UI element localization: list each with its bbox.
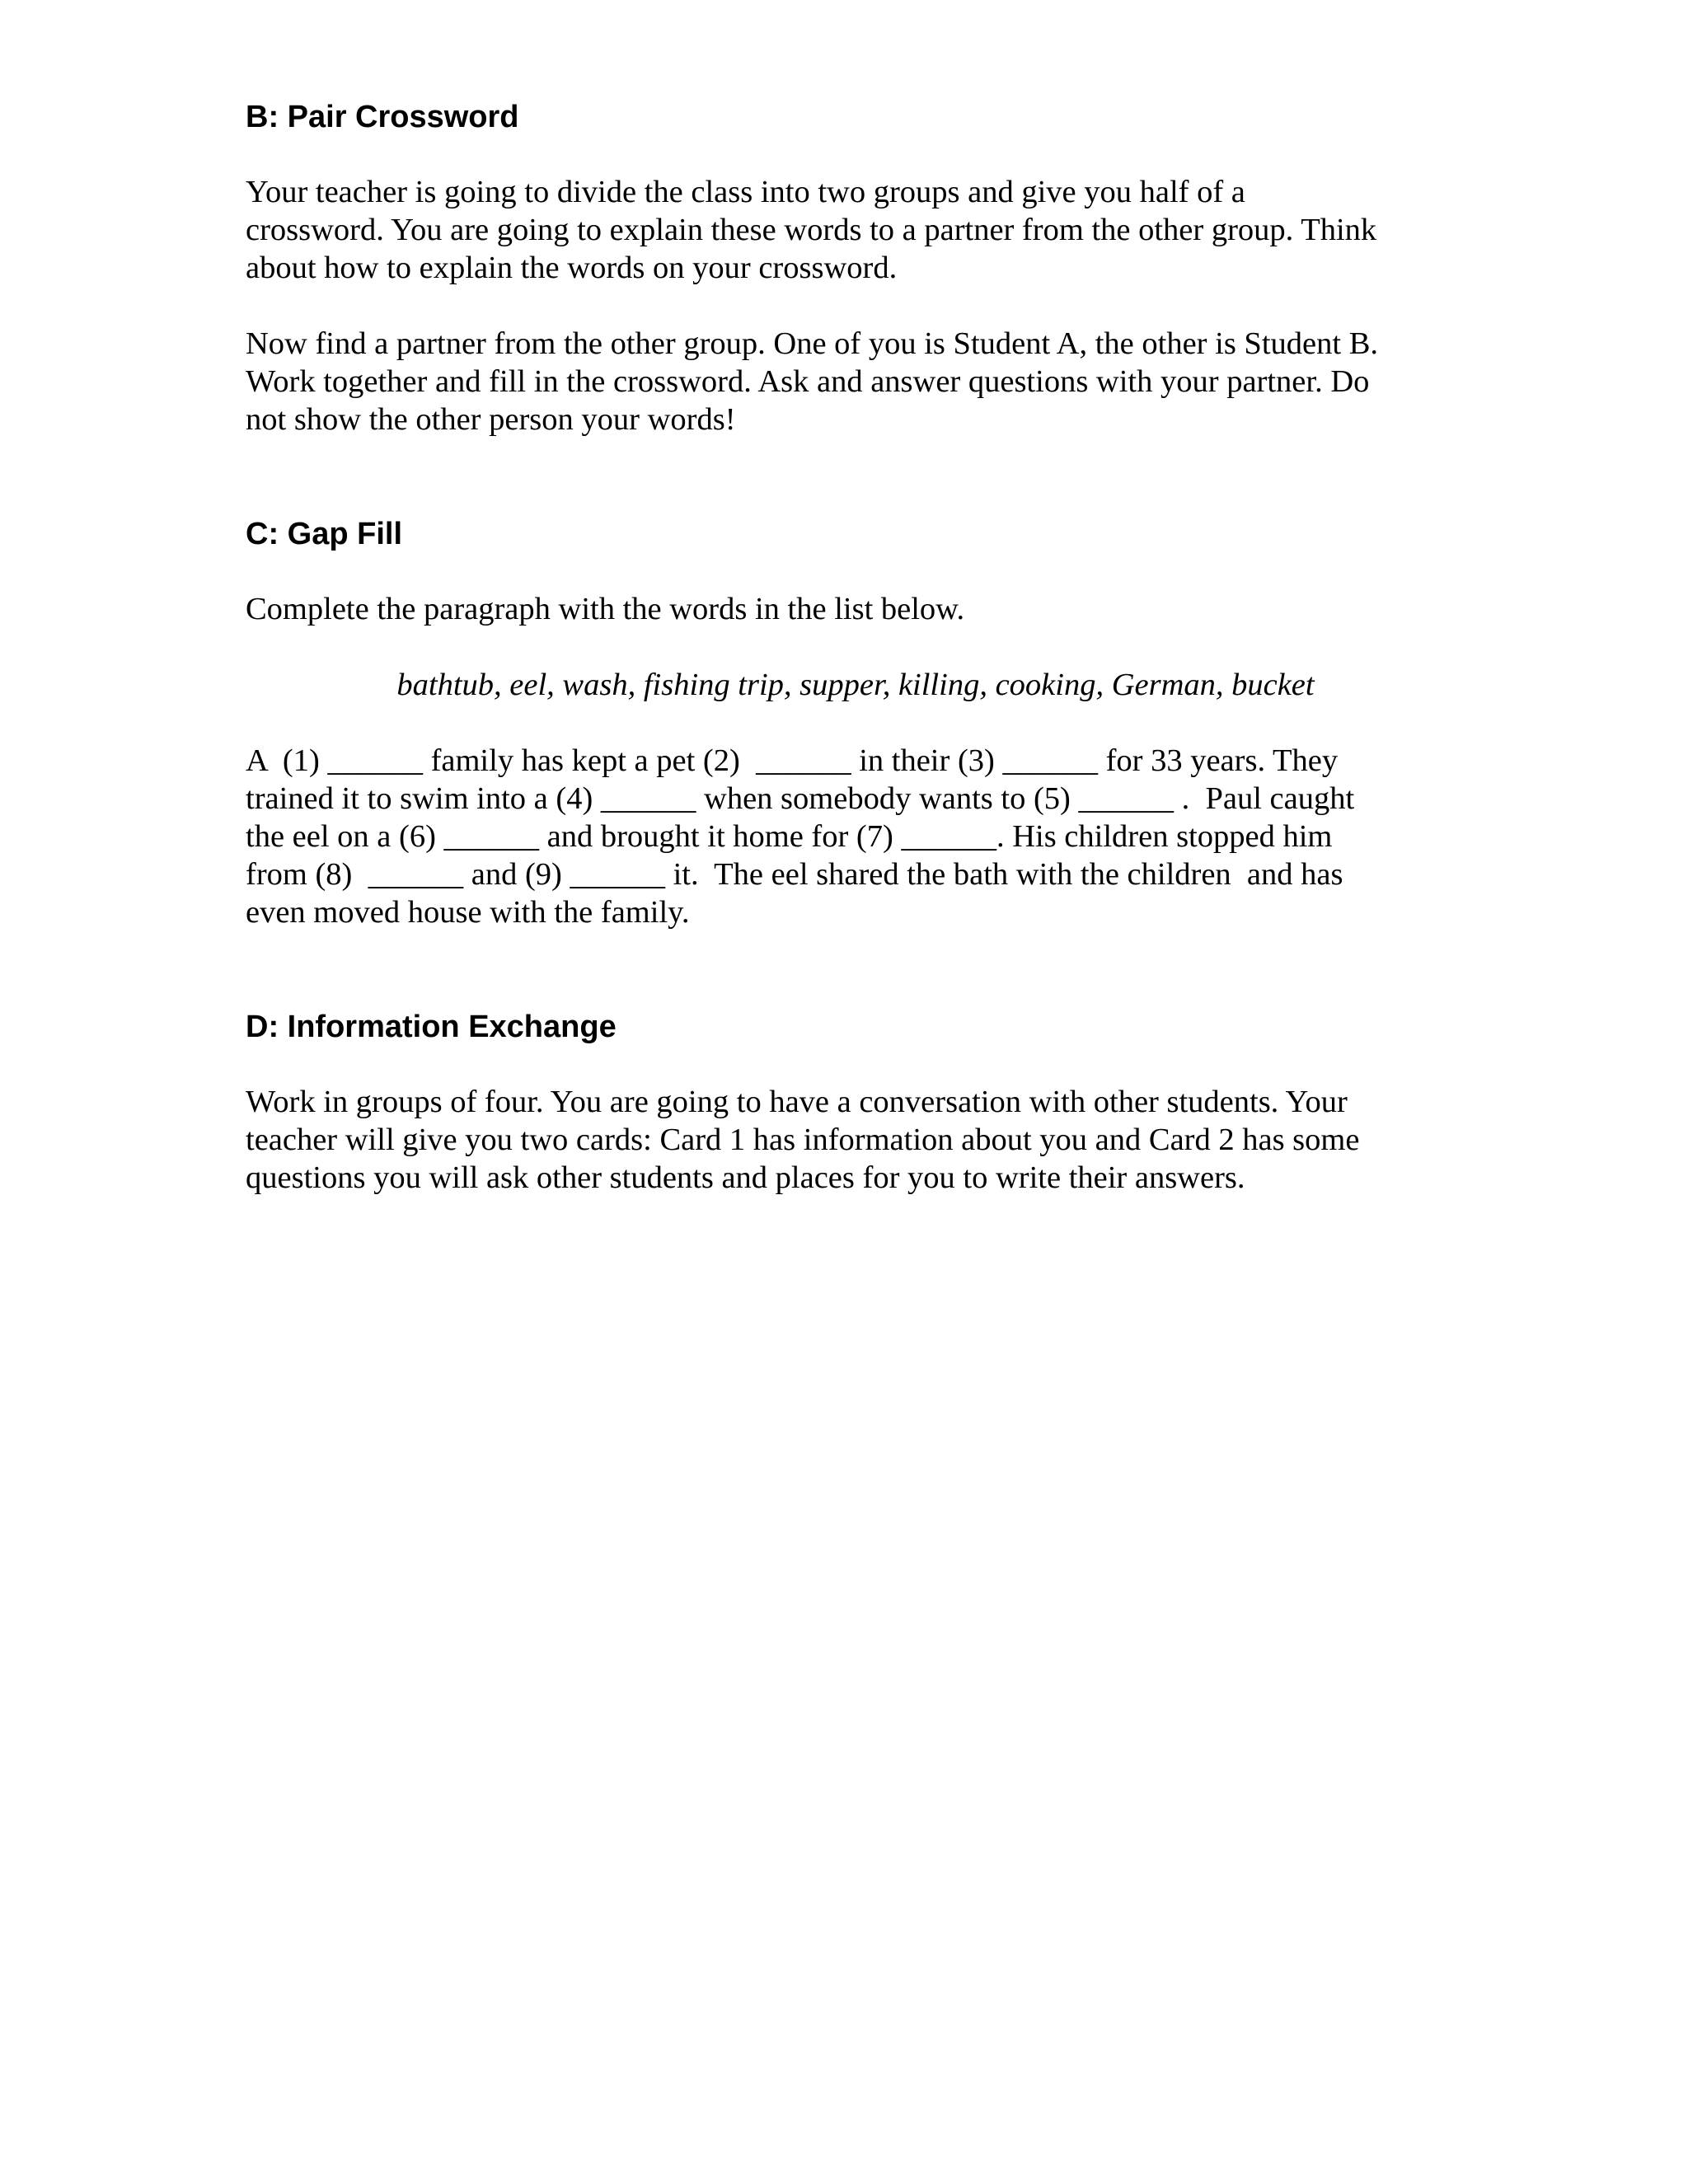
text-line: from (8) ______ and (9) ______ it. The eel shared the bath with the children and has bbox=[246, 857, 1343, 892]
text-line: Work in groups of four. You are going to have a conversation with other students. Your bbox=[246, 1085, 1348, 1119]
gap-fill-paragraph bbox=[246, 742, 1465, 931]
text-line: questions you will ask other students and places for you to write their answers. bbox=[246, 1160, 1245, 1195]
section-b-heading: B: Pair Crossword bbox=[246, 100, 519, 134]
text-line: trained it to swim into a (4) ______ when somebody wants to (5) ______ . Paul caught bbox=[246, 781, 1355, 816]
worksheet-content bbox=[246, 97, 1465, 1197]
section-b-paragraph-1 bbox=[246, 173, 1465, 287]
section-c-instruction: Complete the paragraph with the words in the list below. bbox=[246, 592, 965, 626]
text-line: Work together and fill in the crossword. Ask and answer questions with your partner. Do bbox=[246, 364, 1370, 399]
section-c-heading: C: Gap Fill bbox=[246, 517, 402, 551]
word-list: bathtub, eel, wash, fishing trip, supper, killing, cooking, German, bucket bbox=[396, 668, 1315, 702]
text-line: not show the other person your words! bbox=[246, 402, 736, 437]
section-d-paragraph bbox=[246, 1083, 1465, 1197]
text-line: about how to explain the words on your crossword. bbox=[246, 251, 898, 285]
text-line: the eel on a (6) ______ and brought it home for (7) ______. His children stopped him bbox=[246, 819, 1333, 854]
text-line: crossword. You are going to explain these words to a partner from the other group. Think bbox=[246, 213, 1377, 247]
text-line: teacher will give you two cards: Card 1 has information about you and Card 2 has some bbox=[246, 1122, 1360, 1157]
text-line: A (1) ______ family has kept a pet (2) ______ in their (3) ______ for 33 years. They bbox=[246, 743, 1339, 778]
text-line: even moved house with the family. bbox=[246, 895, 690, 930]
section-d-heading: D: Information Exchange bbox=[246, 1010, 617, 1044]
text-line: Your teacher is going to divide the class into two groups and give you half of a bbox=[246, 175, 1245, 209]
text-line: Now find a partner from the other group. One of you is Student A, the other is Student B. bbox=[246, 326, 1379, 361]
section-b-paragraph-2 bbox=[246, 325, 1465, 438]
